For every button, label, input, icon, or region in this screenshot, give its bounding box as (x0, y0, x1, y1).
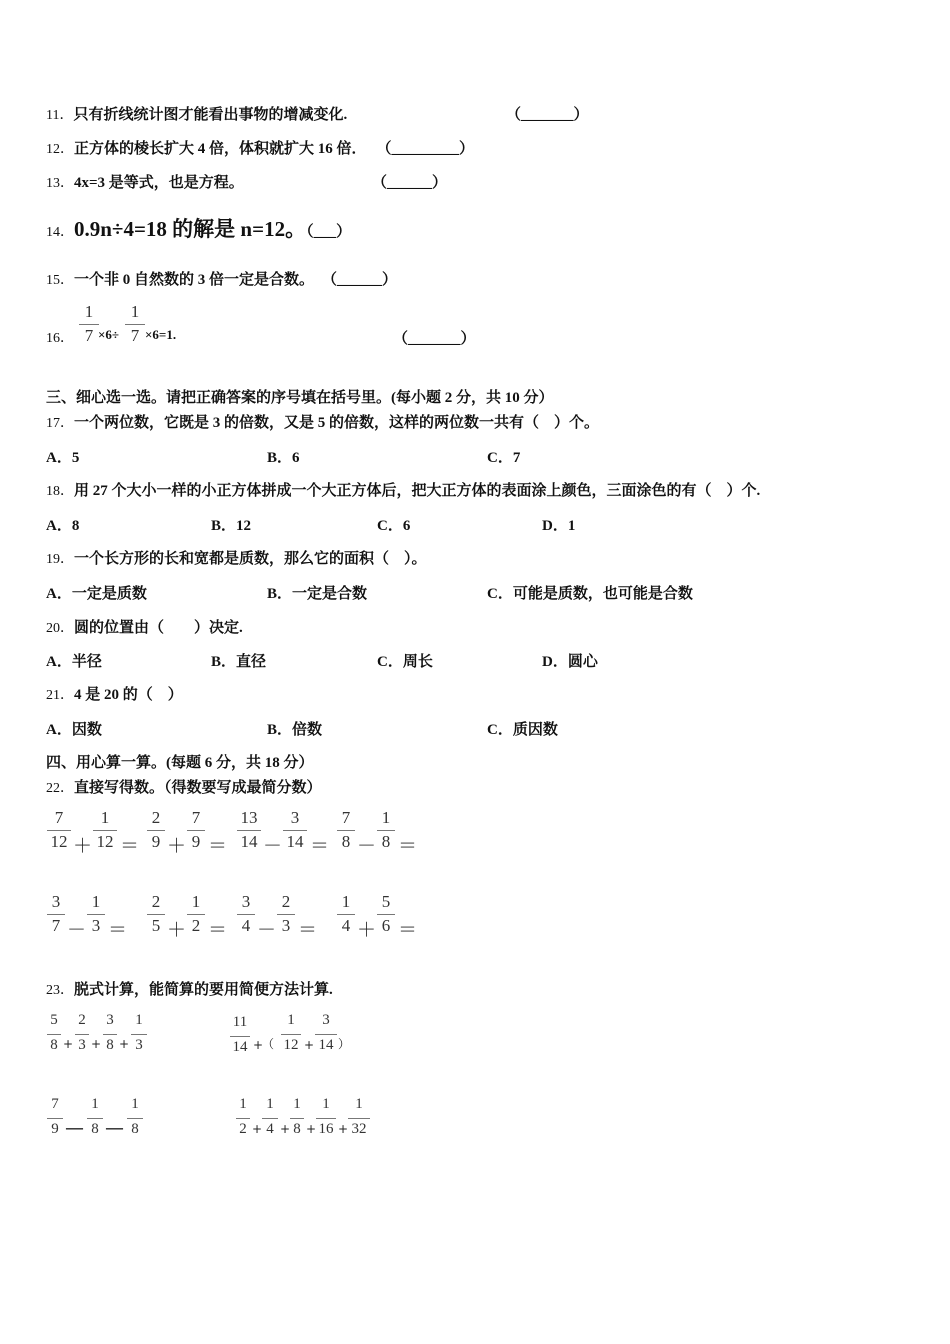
fraction (126, 1096, 144, 1140)
operator: － (257, 919, 277, 941)
question-23 (46, 978, 333, 999)
fraction-bar (316, 1118, 336, 1119)
fraction-bar (315, 1034, 337, 1035)
fraction-bar (377, 830, 395, 831)
equals-sign: ＝ (298, 919, 318, 941)
fraction-bar (262, 1118, 278, 1119)
option-b[interactable]: B．12 (211, 518, 252, 534)
fraction (347, 1096, 371, 1140)
option-b[interactable]: B．6 (267, 450, 300, 466)
equals-sign: ＝ (120, 835, 140, 857)
question-14 (46, 213, 351, 243)
question-text: 一个非 0 自然数的 3 倍一定是合数。 (74, 272, 315, 288)
denominator: 7 (51, 916, 61, 935)
question-text: 一个长方形的长和宽都是质数，那么它的面积（ ）。 (74, 551, 427, 567)
answer-blank[interactable]: （______） (322, 272, 398, 288)
numerator: 7 (191, 808, 201, 827)
question-text: 只有折线统计图才能看出事物的增减变化. (73, 107, 348, 123)
fraction (276, 892, 296, 936)
answer-blank[interactable]: （_________） (376, 141, 475, 157)
denominator: 3 (91, 916, 101, 935)
answer-blank[interactable]: （_______） (393, 331, 476, 347)
question-number: 13． (46, 176, 74, 191)
denominator: 8 (131, 1121, 139, 1137)
equals-sign: ＝ (398, 835, 418, 857)
numerator: 2 (151, 892, 161, 911)
fraction (130, 1012, 148, 1056)
right-paren: ） (338, 1037, 351, 1051)
operator: ＋ (73, 835, 93, 857)
option-c[interactable]: C．周长 (377, 654, 433, 670)
question-text: 正方体的棱长扩大 4 倍，体积就扩大 16 倍． (74, 141, 367, 157)
question-number: 12． (46, 142, 74, 157)
answer-blank[interactable]: （______） (372, 175, 448, 191)
equals-sign: ＝ (398, 919, 418, 941)
answer-blank[interactable]: （_______） (506, 107, 589, 123)
numerator: 7 (51, 1096, 59, 1112)
equals-sign: ＝ (108, 919, 128, 941)
fraction (86, 1096, 104, 1140)
numerator: 13 (240, 808, 258, 827)
numerator: 3 (241, 892, 251, 911)
operator: － (357, 835, 377, 857)
denominator: 9 (51, 1121, 59, 1137)
numerator: 1 (91, 892, 101, 911)
option-b[interactable]: B．一定是合数 (267, 586, 368, 602)
question-13 (46, 171, 244, 192)
numerator: 2 (151, 808, 161, 827)
fraction (86, 892, 106, 936)
denominator: 4 (266, 1121, 274, 1137)
fraction (289, 1096, 305, 1140)
operator: － (67, 919, 87, 941)
fraction-bar (47, 1118, 63, 1119)
question-number: 11． (46, 108, 74, 123)
fraction (280, 1012, 302, 1056)
fraction-one-seventh (78, 302, 100, 346)
option-a[interactable]: A．一定是质数 (46, 586, 147, 602)
denominator: 9 (191, 832, 201, 851)
answer-blank[interactable]: （___） (306, 224, 352, 240)
operator: + (252, 1122, 263, 1136)
fraction-bar (47, 1034, 61, 1035)
question-text: 圆的位置由（ ）决定. (74, 620, 243, 636)
fraction-bar (281, 1034, 301, 1035)
denominator: 14 (240, 832, 258, 851)
operator: + (63, 1037, 74, 1051)
numerator: 7 (54, 808, 64, 827)
fraction-bar (47, 830, 71, 831)
operator: － (263, 835, 283, 857)
option-b[interactable]: B．直径 (211, 654, 267, 670)
option-a[interactable]: A．8 (46, 518, 80, 534)
question-text: 4 是 20 的（ ） (74, 687, 183, 703)
denominator: 8 (381, 832, 391, 851)
denominator: 3 (135, 1037, 143, 1053)
question-20 (46, 616, 243, 637)
numerator: 3 (106, 1012, 114, 1028)
fraction (46, 1012, 62, 1056)
question-text: 一个两位数，它既是 3 的倍数，又是 5 的倍数，这样的两位数一共有（ ）个。 (74, 415, 600, 431)
fraction-bar (283, 830, 307, 831)
fraction (46, 1096, 64, 1140)
section-3-heading: 三、细心选一选。请把正确答案的序号填在括号里。(每小题 2 分，共 10 分） (46, 390, 554, 406)
fraction-bar (75, 1034, 89, 1035)
operator: — (105, 1117, 124, 1139)
fraction (236, 808, 262, 852)
fraction-bar (147, 914, 165, 915)
fraction (236, 892, 256, 936)
left-paren: （ (262, 1037, 275, 1051)
denominator: 8 (106, 1037, 114, 1053)
numerator: 1 (287, 1012, 295, 1028)
fraction (186, 892, 206, 936)
fraction-bar (277, 914, 295, 915)
operator: ＋ (167, 835, 187, 857)
denominator: 14 (232, 1039, 248, 1055)
denominator: 9 (151, 832, 161, 851)
question-number: 20． (46, 621, 74, 636)
fraction (336, 808, 356, 852)
fraction-bar (237, 830, 261, 831)
numerator: 5 (50, 1012, 58, 1028)
denominator: 8 (293, 1121, 301, 1137)
option-b[interactable]: B．倍数 (267, 722, 323, 738)
option-a[interactable]: A．因数 (46, 722, 102, 738)
numerator: 1 (322, 1096, 330, 1112)
fraction-bar (87, 1118, 103, 1119)
denominator: 16 (318, 1121, 334, 1137)
operator: + (338, 1122, 349, 1136)
question-number: 21． (46, 688, 74, 703)
question-12 (46, 137, 474, 158)
numerator: 11 (232, 1014, 248, 1030)
fraction-bar (93, 830, 117, 831)
fraction (146, 808, 166, 852)
fraction-bar (131, 1034, 147, 1035)
fraction-bar (103, 1034, 117, 1035)
denominator: 4 (241, 916, 251, 935)
numerator: 1 (266, 1096, 274, 1112)
denominator: 6 (381, 916, 391, 935)
question-number: 23． (46, 983, 74, 998)
numerator: 3 (290, 808, 300, 827)
numerator: 5 (381, 892, 391, 911)
denominator: 4 (341, 916, 351, 935)
fraction (146, 892, 166, 936)
option-d[interactable]: D．1 (542, 518, 576, 534)
fraction-bar (79, 324, 99, 325)
denominator: 8 (91, 1121, 99, 1137)
equals-sign: ＝ (310, 835, 330, 857)
numerator: 1 (191, 892, 201, 911)
fraction (186, 808, 206, 852)
denominator: 7 (84, 326, 94, 345)
question-text: 0.9n÷4=18 的解是 n=12。 (74, 217, 307, 241)
fraction (282, 808, 308, 852)
denominator: 14 (318, 1037, 334, 1053)
question-15 (46, 268, 397, 289)
denominator: 5 (151, 916, 161, 935)
question-17 (46, 411, 599, 432)
fraction (229, 1014, 251, 1058)
operator: + (119, 1037, 130, 1051)
fraction (46, 808, 72, 852)
numerator: 1 (130, 302, 140, 321)
fraction (46, 892, 66, 936)
question-number: 22． (46, 781, 74, 796)
option-c[interactable]: C．可能是质数，也可能是合数 (487, 586, 693, 602)
fraction-bar (230, 1036, 250, 1037)
numerator: 1 (91, 1096, 99, 1112)
question-text: 脱式计算，能简算的要用简便方法计算. (74, 982, 333, 998)
fraction (376, 808, 396, 852)
question-18 (46, 479, 760, 500)
operator: + (253, 1038, 264, 1052)
option-a[interactable]: A．半径 (46, 654, 102, 670)
numerator: 1 (355, 1096, 363, 1112)
question-text: 4x=3 是等式，也是方程。 (74, 175, 244, 191)
fraction-bar (377, 914, 395, 915)
option-a[interactable]: A．5 (46, 450, 80, 466)
fraction (336, 892, 356, 936)
option-c[interactable]: C．质因数 (487, 722, 558, 738)
fraction (102, 1012, 118, 1056)
option-c[interactable]: C．7 (487, 450, 521, 466)
question-number: 17． (46, 416, 74, 431)
denominator: 14 (286, 832, 304, 851)
fraction-bar (47, 914, 65, 915)
numerator: 1 (381, 808, 391, 827)
question-22 (46, 776, 322, 797)
question-number: 18． (46, 484, 74, 499)
option-d[interactable]: D．圆心 (542, 654, 598, 670)
denominator: 3 (78, 1037, 86, 1053)
numerator: 1 (135, 1012, 143, 1028)
numerator: 7 (341, 808, 351, 827)
denominator: 12 (283, 1037, 299, 1053)
question-19 (46, 547, 427, 568)
fraction (314, 1012, 338, 1056)
fraction (261, 1096, 279, 1140)
question-number: 14． (46, 225, 74, 240)
denominator: 2 (191, 916, 201, 935)
question-text: 直接写得数。（得数要写成最简分数） (74, 780, 322, 796)
fraction-bar (337, 830, 355, 831)
question-number: 15． (46, 273, 74, 288)
numerator: 1 (131, 1096, 139, 1112)
numerator: 2 (78, 1012, 86, 1028)
numerator: 1 (84, 302, 94, 321)
fraction-bar (348, 1118, 370, 1119)
denominator: 32 (351, 1121, 367, 1137)
fraction-bar (236, 1118, 250, 1119)
fraction-bar (187, 830, 205, 831)
operator-text: ×6÷ (98, 327, 120, 342)
operator: — (65, 1117, 84, 1139)
fraction (235, 1096, 251, 1140)
question-text: 用 27 个大小一样的小正方体拼成一个大正方体后，把大正方体的表面涂上颜色，三面涂色的有（ ）个. (74, 483, 761, 499)
option-c[interactable]: C．6 (377, 518, 411, 534)
denominator: 7 (130, 326, 140, 345)
section-4-heading: 四、用心算一算。(每题 6 分，共 18 分） (46, 755, 314, 771)
numerator: 1 (239, 1096, 247, 1112)
fraction-bar (127, 1118, 143, 1119)
equals-sign: ＝ (208, 919, 228, 941)
fraction-bar (187, 914, 205, 915)
question-number: 19． (46, 552, 74, 567)
denominator: 8 (341, 832, 351, 851)
fraction-bar (237, 914, 255, 915)
fraction-bar (290, 1118, 304, 1119)
fraction (74, 1012, 90, 1056)
numerator: 3 (51, 892, 61, 911)
numerator: 1 (293, 1096, 301, 1112)
operator: + (91, 1037, 102, 1051)
numerator: 3 (322, 1012, 330, 1028)
operator: + (304, 1038, 315, 1052)
denominator: 2 (239, 1121, 247, 1137)
fraction-bar (147, 830, 165, 831)
denominator: 12 (50, 832, 68, 851)
question-21 (46, 683, 183, 704)
equation-tail: ×6=1. (145, 327, 177, 342)
operator: + (306, 1122, 317, 1136)
fraction (376, 892, 396, 936)
fraction (315, 1096, 337, 1140)
denominator: 12 (96, 832, 114, 851)
fraction-one-seventh (124, 302, 146, 346)
operator: + (280, 1122, 291, 1136)
question-number: 16． (46, 331, 74, 346)
fraction-bar (125, 324, 145, 325)
fraction-bar (337, 914, 355, 915)
denominator: 3 (281, 916, 291, 935)
fraction (92, 808, 118, 852)
numerator: 2 (281, 892, 291, 911)
equals-sign: ＝ (208, 835, 228, 857)
numerator: 1 (100, 808, 110, 827)
fraction-bar (87, 914, 105, 915)
numerator: 1 (341, 892, 351, 911)
denominator: 8 (50, 1037, 58, 1053)
operator: ＋ (167, 919, 187, 941)
operator: ＋ (357, 919, 377, 941)
question-11 (46, 103, 347, 124)
